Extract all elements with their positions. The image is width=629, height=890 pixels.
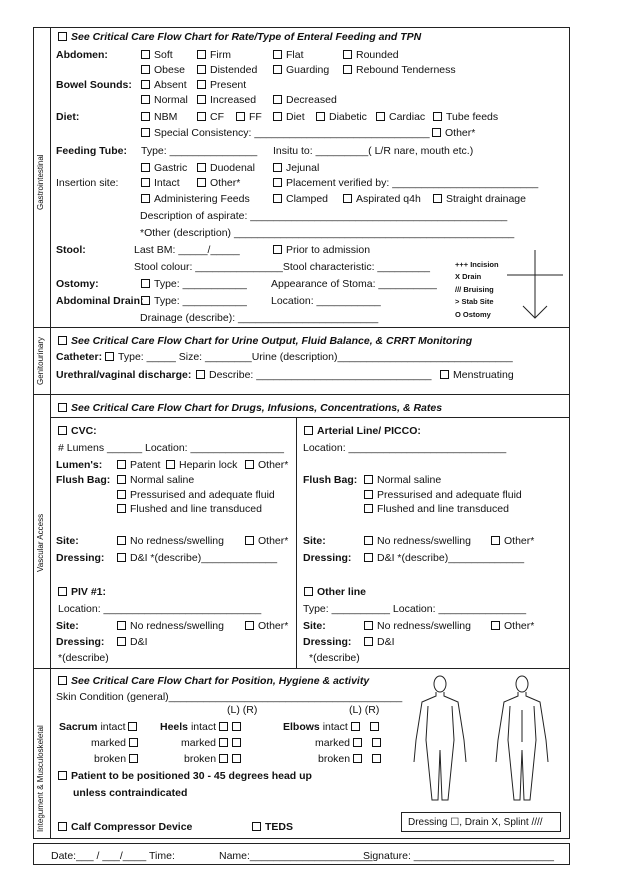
tube-checkbox[interactable]: Tube feeds — [433, 112, 498, 123]
position-checkbox[interactable]: Patient to be positioned 30 - 45 degrees head up — [58, 771, 312, 782]
piv-noredness-checkbox[interactable]: No redness/swelling — [117, 621, 224, 632]
piv-di-checkbox[interactable]: D&I — [117, 637, 148, 648]
diet-checkbox[interactable]: Diet — [273, 112, 305, 123]
art-site-label: Site: — [303, 535, 326, 547]
cvc-site-label: Site: — [56, 535, 79, 547]
art-location-field[interactable]: Location: ___________________________ — [303, 442, 507, 454]
art-checkbox[interactable]: Arterial Line/ PICCO: — [304, 426, 421, 437]
insitu-field[interactable]: Insitu to: _________( L/R nare, mouth etc.) — [273, 145, 474, 157]
obese-checkbox[interactable]: Obese — [141, 65, 185, 76]
cvc-checkbox[interactable]: CVC: — [58, 426, 97, 437]
drain-type-checkbox[interactable]: Type: ___________ — [141, 296, 247, 307]
absent-checkbox[interactable]: Absent — [141, 80, 187, 91]
cvc-noredness-checkbox[interactable]: No redness/swelling — [117, 536, 224, 547]
ol-other-checkbox[interactable]: Other* — [491, 621, 534, 632]
otherline-type-field[interactable]: Type: __________ Location: _______________ — [303, 603, 527, 615]
lumens-field[interactable]: # Lumens ______ Location: ________________ — [58, 442, 284, 454]
teds-checkbox[interactable]: TEDS — [252, 822, 293, 833]
increased-checkbox[interactable]: Increased — [197, 95, 256, 106]
legend-drain: X Drain — [455, 272, 482, 281]
feeding-type[interactable]: Type: _______________ — [141, 145, 258, 157]
diet-label: Diet: — [56, 111, 80, 123]
ol-site-label: Site: — [303, 620, 326, 632]
im-header: See Critical Care Flow Chart for Position, Hygiene & activity — [58, 676, 369, 687]
art-noredness-checkbox[interactable]: No redness/swelling — [364, 536, 471, 547]
heels-marked[interactable]: marked — [181, 738, 245, 749]
jejunal-checkbox[interactable]: Jejunal — [273, 163, 319, 174]
piv-other-checkbox[interactable]: Other* — [245, 621, 288, 632]
ostomy-label: Ostomy: — [56, 278, 99, 290]
heparin-checkbox[interactable]: Heparin lock — [166, 460, 237, 471]
legend-incision: +++ Incision — [455, 260, 499, 269]
im-section-label: Integument & Musculoskeletal — [36, 725, 45, 832]
urethral-label: Urethral/vaginal discharge: — [56, 369, 192, 381]
other-desc-field[interactable]: *Other (description) ________________________________________________ — [140, 227, 515, 239]
legend-ostomy: O Ostomy — [455, 310, 491, 319]
aspirated-checkbox[interactable]: Aspirated q4h — [343, 194, 421, 205]
gi-section-label: Gastrointestinal — [36, 154, 45, 210]
insertion-label: Insertion site: — [56, 177, 119, 189]
cf-checkbox[interactable]: CF — [197, 112, 224, 123]
ol-dressing-label: Dressing: — [303, 636, 352, 648]
heels-intact[interactable]: Heels intact — [160, 722, 245, 733]
lr-label-1: (L) (R) — [227, 704, 258, 716]
art-saline-checkbox[interactable]: Normal saline — [364, 475, 441, 486]
dressing-key: Dressing ☐, Drain X, Splint //// — [408, 817, 543, 828]
piv-site-label: Site: — [56, 620, 79, 632]
ol-di-checkbox[interactable]: D&I — [364, 637, 395, 648]
cvc-site-other-checkbox[interactable]: Other* — [245, 536, 288, 547]
patent-checkbox[interactable]: Patent — [117, 460, 160, 471]
feeding-label: Feeding Tube: — [56, 145, 127, 157]
signature-field[interactable]: Signature: ________________________ — [363, 850, 554, 862]
lumen-other-checkbox[interactable]: Other* — [245, 460, 288, 471]
flushed-checkbox[interactable]: Flushed and line transduced — [117, 504, 262, 515]
elbows-broken[interactable]: broken — [318, 754, 385, 765]
name-field[interactable]: Name:_____________________ — [219, 850, 373, 862]
flush-label: Flush Bag: — [56, 474, 111, 486]
ostomy-type-checkbox[interactable]: Type: ___________ — [141, 279, 247, 290]
diabetic-checkbox[interactable]: Diabetic — [316, 112, 367, 123]
legend-bruising: /// Bruising — [455, 285, 494, 294]
drain-location-field[interactable]: Location: ___________ — [271, 295, 381, 307]
straight-checkbox[interactable]: Straight drainage — [433, 194, 526, 205]
insertion-other-checkbox[interactable]: Other* — [197, 178, 240, 189]
piv-checkbox[interactable]: PIV #1: — [58, 587, 106, 598]
gi-header: See Critical Care Flow Chart for Rate/Type of Enteral Feeding and TPN — [58, 32, 421, 43]
intact-checkbox[interactable]: Intact — [141, 178, 180, 189]
drainage-field[interactable]: Drainage (describe): ________________________ — [140, 312, 379, 324]
gastric-checkbox[interactable]: Gastric — [141, 163, 187, 174]
distended-checkbox[interactable]: Distended — [197, 65, 257, 76]
flat-checkbox[interactable]: Flat — [273, 50, 304, 61]
lumens-label: Lumen's: — [56, 459, 103, 471]
ol-noredness-checkbox[interactable]: No redness/swelling — [364, 621, 471, 632]
pressurised-checkbox[interactable]: Pressurised and adequate fluid — [117, 490, 275, 501]
body-diagram-icon — [410, 670, 570, 810]
elbows-intact[interactable]: Elbows intact — [283, 722, 383, 733]
prior-checkbox[interactable]: Prior to admission — [273, 245, 370, 256]
saline-checkbox[interactable]: Normal saline — [117, 475, 194, 486]
piv-location-field[interactable]: Location: ___________________________ — [58, 603, 262, 615]
appearance-field[interactable]: Appearance of Stoma: __________ — [271, 278, 437, 290]
art-flushed-checkbox[interactable]: Flushed and line transduced — [364, 504, 509, 515]
sacrum-intact[interactable]: Sacrum intact — [59, 722, 141, 733]
arrow-icon — [505, 248, 565, 322]
elbows-marked[interactable]: marked — [315, 738, 385, 749]
sacrum-marked[interactable]: marked — [91, 738, 142, 749]
va-section-label: Vascular Access — [36, 513, 45, 572]
catheter-row[interactable]: Catheter: Type: _____ Size: ________Urine (description)______________________________ — [56, 351, 513, 363]
art-di-checkbox[interactable]: D&I *(describe)_____________ — [364, 553, 524, 564]
ff-checkbox[interactable]: FF — [236, 112, 262, 123]
stoolcolour-field[interactable]: Stool colour: _______________Stool characteristic: _________ — [134, 261, 430, 273]
va-header: See Critical Care Flow Chart for Drugs, Infusions, Concentrations, & Rates — [58, 403, 442, 414]
guarding-checkbox[interactable]: Guarding — [273, 65, 329, 76]
art-other-checkbox[interactable]: Other* — [491, 536, 534, 547]
stool-label: Stool: — [56, 244, 86, 256]
present-checkbox[interactable]: Present — [197, 80, 246, 91]
special-checkbox[interactable]: Special Consistency: ______________________________ — [141, 128, 430, 139]
heels-broken[interactable]: broken — [184, 754, 245, 765]
otherline-checkbox[interactable]: Other line — [304, 587, 366, 598]
calf-checkbox[interactable]: Calf Compressor Device — [58, 822, 192, 833]
ol-describe: *(describe) — [309, 652, 360, 664]
piv-dressing-label: Dressing: — [56, 636, 105, 648]
abdrain-label: Abdominal Drain: — [56, 295, 144, 307]
abdomen-label: Abdomen: — [56, 49, 108, 61]
gu-section-label: Genitourinary — [36, 336, 45, 385]
describe-checkbox[interactable]: Describe: ______________________________ — [196, 370, 431, 381]
aspirate-field[interactable]: Description of aspirate: ____________________________________________ — [140, 210, 508, 222]
firm-checkbox[interactable]: Firm — [197, 50, 231, 61]
piv-describe: *(describe) — [58, 652, 109, 664]
unless-text: unless contraindicated — [73, 787, 188, 799]
soft-checkbox[interactable]: Soft — [141, 50, 173, 61]
art-flush-label: Flush Bag: — [303, 474, 358, 486]
cardiac-checkbox[interactable]: Cardiac — [376, 112, 425, 123]
legend-stab: > Stab Site — [455, 297, 494, 306]
date-field[interactable]: Date:___ / ___/____ — [51, 850, 147, 862]
clamped-checkbox[interactable]: Clamped — [273, 194, 328, 205]
cvc-di-checkbox[interactable]: D&I *(describe)_____________ — [117, 553, 277, 564]
decreased-checkbox[interactable]: Decreased — [273, 95, 337, 106]
normal-checkbox[interactable]: Normal — [141, 95, 188, 106]
administering-checkbox[interactable]: Administering Feeds — [141, 194, 250, 205]
gu-header: See Critical Care Flow Chart for Urine Output, Fluid Balance, & CRRT Monitoring — [58, 336, 472, 347]
menstruating-checkbox[interactable]: Menstruating — [440, 370, 514, 381]
rebound-checkbox[interactable]: Rebound Tenderness — [343, 65, 456, 76]
art-dressing-label: Dressing: — [303, 552, 352, 564]
bowel-label: Bowel Sounds: — [56, 79, 132, 91]
diet-other-checkbox[interactable]: Other* — [432, 128, 475, 139]
placement-checkbox[interactable]: Placement verified by: _________________________ — [273, 178, 538, 189]
art-pressurised-checkbox[interactable]: Pressurised and adequate fluid — [364, 490, 522, 501]
rounded-checkbox[interactable]: Rounded — [343, 50, 399, 61]
time-field[interactable]: Time: — [149, 850, 175, 862]
skin-field[interactable]: Skin Condition (general)________________________________________ — [56, 691, 403, 703]
nbm-checkbox[interactable]: NBM — [141, 112, 177, 123]
lastbm-field[interactable]: Last BM: _____/_____ — [134, 244, 240, 256]
sacrum-broken[interactable]: broken — [94, 754, 142, 765]
lr-label-2: (L) (R) — [349, 704, 380, 716]
duodenal-checkbox[interactable]: Duodenal — [197, 163, 255, 174]
cvc-dressing-label: Dressing: — [56, 552, 105, 564]
